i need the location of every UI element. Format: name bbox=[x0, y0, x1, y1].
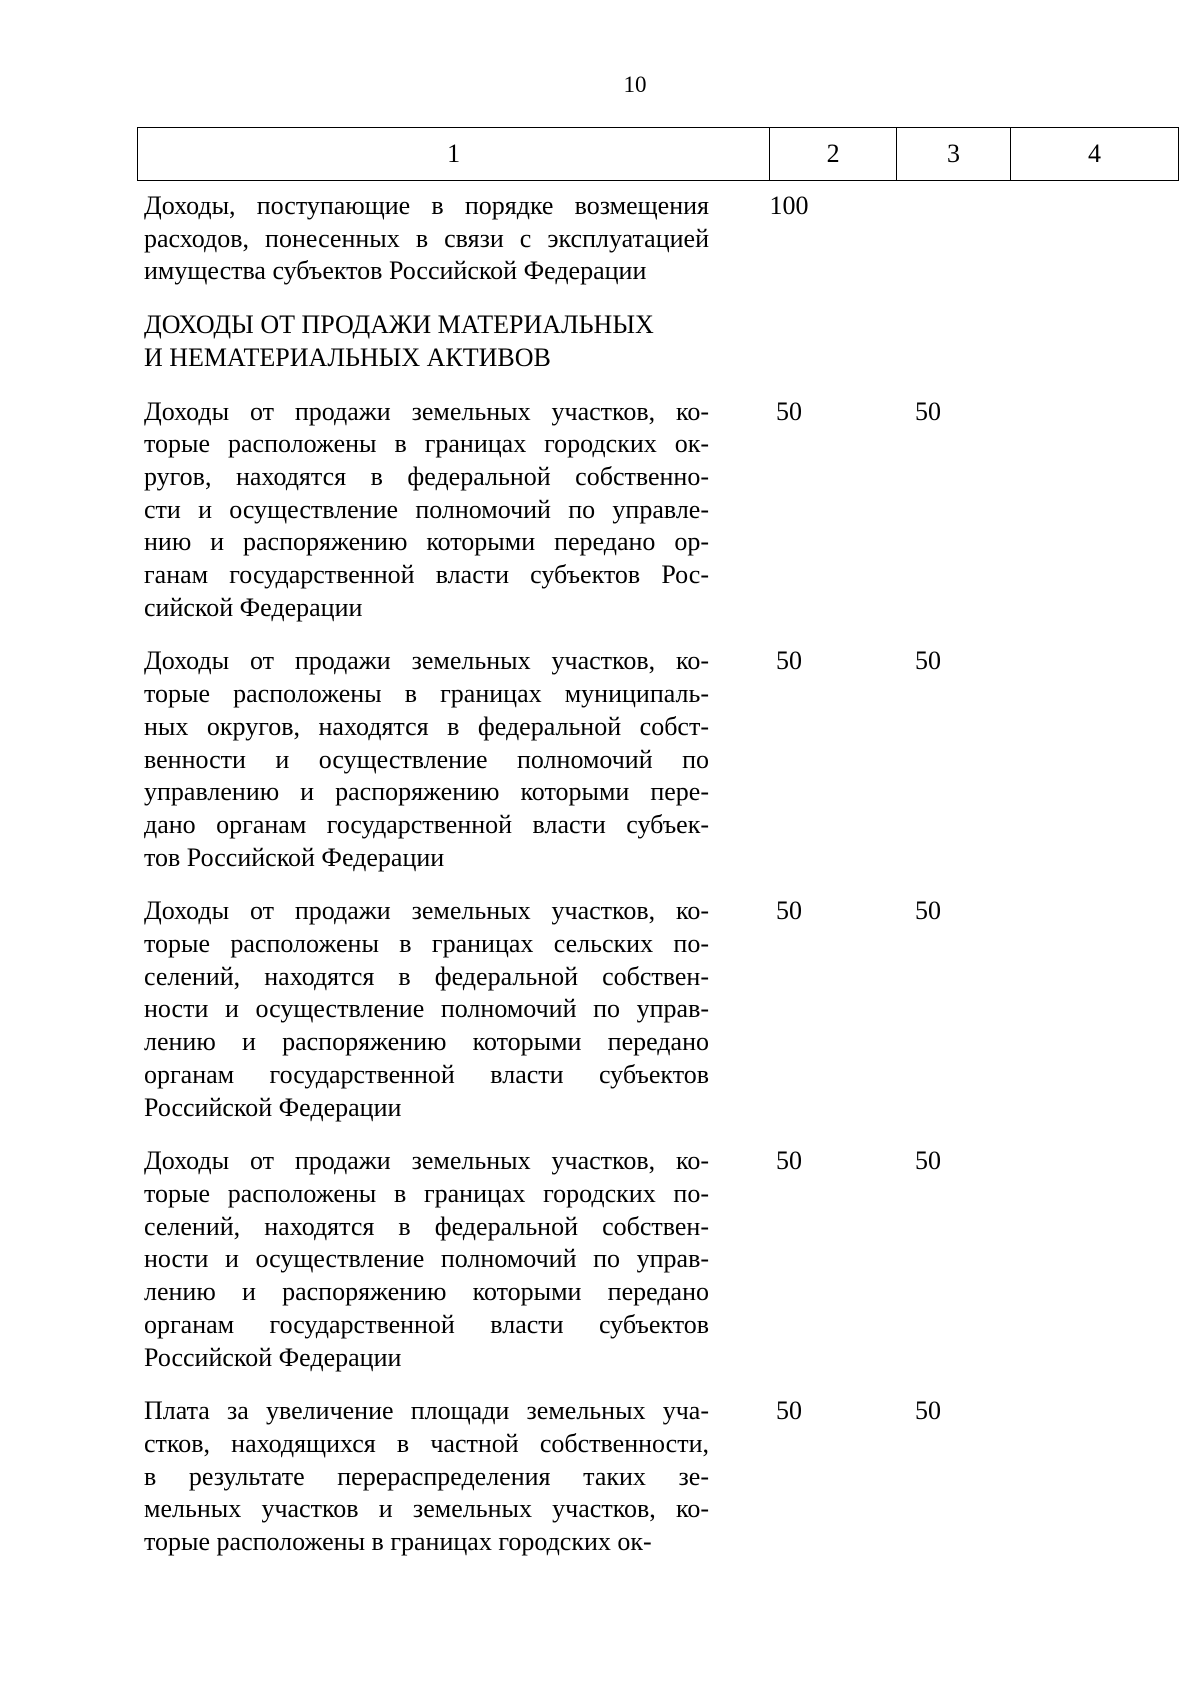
text-line: торые расположены в границах городских по- bbox=[144, 1178, 709, 1208]
text-line: И НЕМАТЕРИАЛЬНЫХ АКТИВОВ bbox=[144, 342, 551, 372]
income-description bbox=[144, 1395, 709, 1559]
text-line: органам государственной власти субъектов bbox=[144, 1059, 709, 1089]
text-line: стков, находящихся в частной собственности, bbox=[144, 1428, 709, 1458]
table-row bbox=[144, 1145, 1184, 1374]
value-col-2 bbox=[747, 309, 831, 374]
text-line: торые расположены в границах городских ок- bbox=[144, 1527, 652, 1557]
text-line: ности и осуществление полномочий по управ- bbox=[144, 1244, 709, 1274]
column-header-4: 4 bbox=[1010, 128, 1178, 181]
text-line: ганам государственной власти субъектов Рос- bbox=[144, 560, 709, 590]
value-col-3 bbox=[885, 190, 971, 288]
value-col-3: 50 bbox=[915, 646, 941, 676]
text-line: торые расположены в границах муниципаль- bbox=[144, 679, 709, 709]
text-line: Российской Федерации bbox=[144, 1092, 402, 1122]
value-col-2: 50 bbox=[776, 1396, 802, 1426]
column-header-1: 1 bbox=[138, 128, 770, 181]
income-description bbox=[144, 396, 709, 625]
text-line: в результате перераспределения таких зе- bbox=[144, 1461, 709, 1491]
text-line: Доходы, поступающие в порядке возмещения bbox=[144, 191, 709, 220]
text-line: Плата за увеличение площади земельных уча- bbox=[144, 1396, 709, 1426]
text-line: лению и распоряжению которыми передано bbox=[144, 1277, 709, 1307]
text-line: дано органам государственной власти субъек- bbox=[144, 809, 709, 839]
value-col-3: 50 bbox=[915, 896, 941, 926]
text-line: сти и осуществление полномочий по управле- bbox=[144, 494, 709, 524]
value-col-2: 50 bbox=[776, 896, 802, 926]
income-description bbox=[144, 645, 709, 874]
text-line: сийской Федерации bbox=[144, 592, 363, 622]
text-line: тов Российской Федерации bbox=[144, 842, 445, 872]
text-line: селений, находятся в федеральной собствен- bbox=[144, 961, 709, 991]
text-line: торые расположены в границах сельских по- bbox=[144, 929, 709, 959]
column-header-3: 3 bbox=[897, 128, 1011, 181]
income-description bbox=[144, 190, 709, 288]
table-row bbox=[144, 895, 1184, 1124]
text-line: нию и распоряжению которыми передано ор- bbox=[144, 527, 709, 557]
text-line: Российской Федерации bbox=[144, 1342, 402, 1372]
value-col-3 bbox=[885, 309, 971, 374]
value-col-2: 50 bbox=[776, 1146, 802, 1176]
text-line: торые расположены в границах городских ок- bbox=[144, 429, 709, 459]
text-line: Доходы от продажи земельных участков, ко- bbox=[144, 1146, 709, 1176]
value-col-3: 50 bbox=[915, 1146, 941, 1176]
value-col-2: 100 bbox=[769, 191, 809, 220]
column-header-table bbox=[137, 127, 1179, 181]
value-col-2: 50 bbox=[776, 396, 802, 426]
text-line: Доходы от продажи земельных участков, ко- bbox=[144, 396, 709, 426]
table-body bbox=[144, 190, 1184, 1580]
column-header-2: 2 bbox=[770, 128, 897, 181]
table-row bbox=[144, 645, 1184, 874]
income-description bbox=[144, 1145, 709, 1374]
text-line: Доходы от продажи земельных участков, ко- bbox=[144, 646, 709, 676]
text-line: лению и распоряжению которыми передано bbox=[144, 1027, 709, 1057]
text-line: ДОХОДЫ ОТ ПРОДАЖИ МАТЕРИАЛЬНЫХ bbox=[144, 310, 654, 340]
value-col-3: 50 bbox=[915, 396, 941, 426]
value-col-3: 50 bbox=[915, 1396, 941, 1426]
text-line: мельных участков и земельных участков, ко- bbox=[144, 1494, 709, 1524]
text-line: ности и осуществление полномочий по управ- bbox=[144, 994, 709, 1024]
income-description bbox=[144, 895, 709, 1124]
text-line: имущества субъектов Российской Федерации bbox=[144, 256, 647, 286]
column-header-row bbox=[138, 128, 1179, 181]
text-line: венности и осуществление полномочий по bbox=[144, 744, 709, 774]
text-line: селений, находятся в федеральной собствен- bbox=[144, 1211, 709, 1241]
text-line: управлению и распоряжению которыми пере- bbox=[144, 777, 709, 807]
text-line: ных округов, находятся в федеральной собст- bbox=[144, 711, 709, 741]
text-line: органам государственной власти субъектов bbox=[144, 1309, 709, 1339]
table-row bbox=[144, 190, 1184, 288]
value-col-2: 50 bbox=[776, 646, 802, 676]
text-line: ругов, находятся в федеральной собственно- bbox=[144, 461, 709, 491]
table-row bbox=[144, 396, 1184, 625]
section-heading-row bbox=[144, 309, 1184, 374]
text-line: расходов, понесенных в связи с эксплуатацией bbox=[144, 223, 709, 253]
section-heading bbox=[144, 309, 709, 374]
page-number: 10 bbox=[623, 72, 647, 97]
table-row bbox=[144, 1395, 1184, 1559]
text-line: Доходы от продажи земельных участков, ко- bbox=[144, 896, 709, 926]
